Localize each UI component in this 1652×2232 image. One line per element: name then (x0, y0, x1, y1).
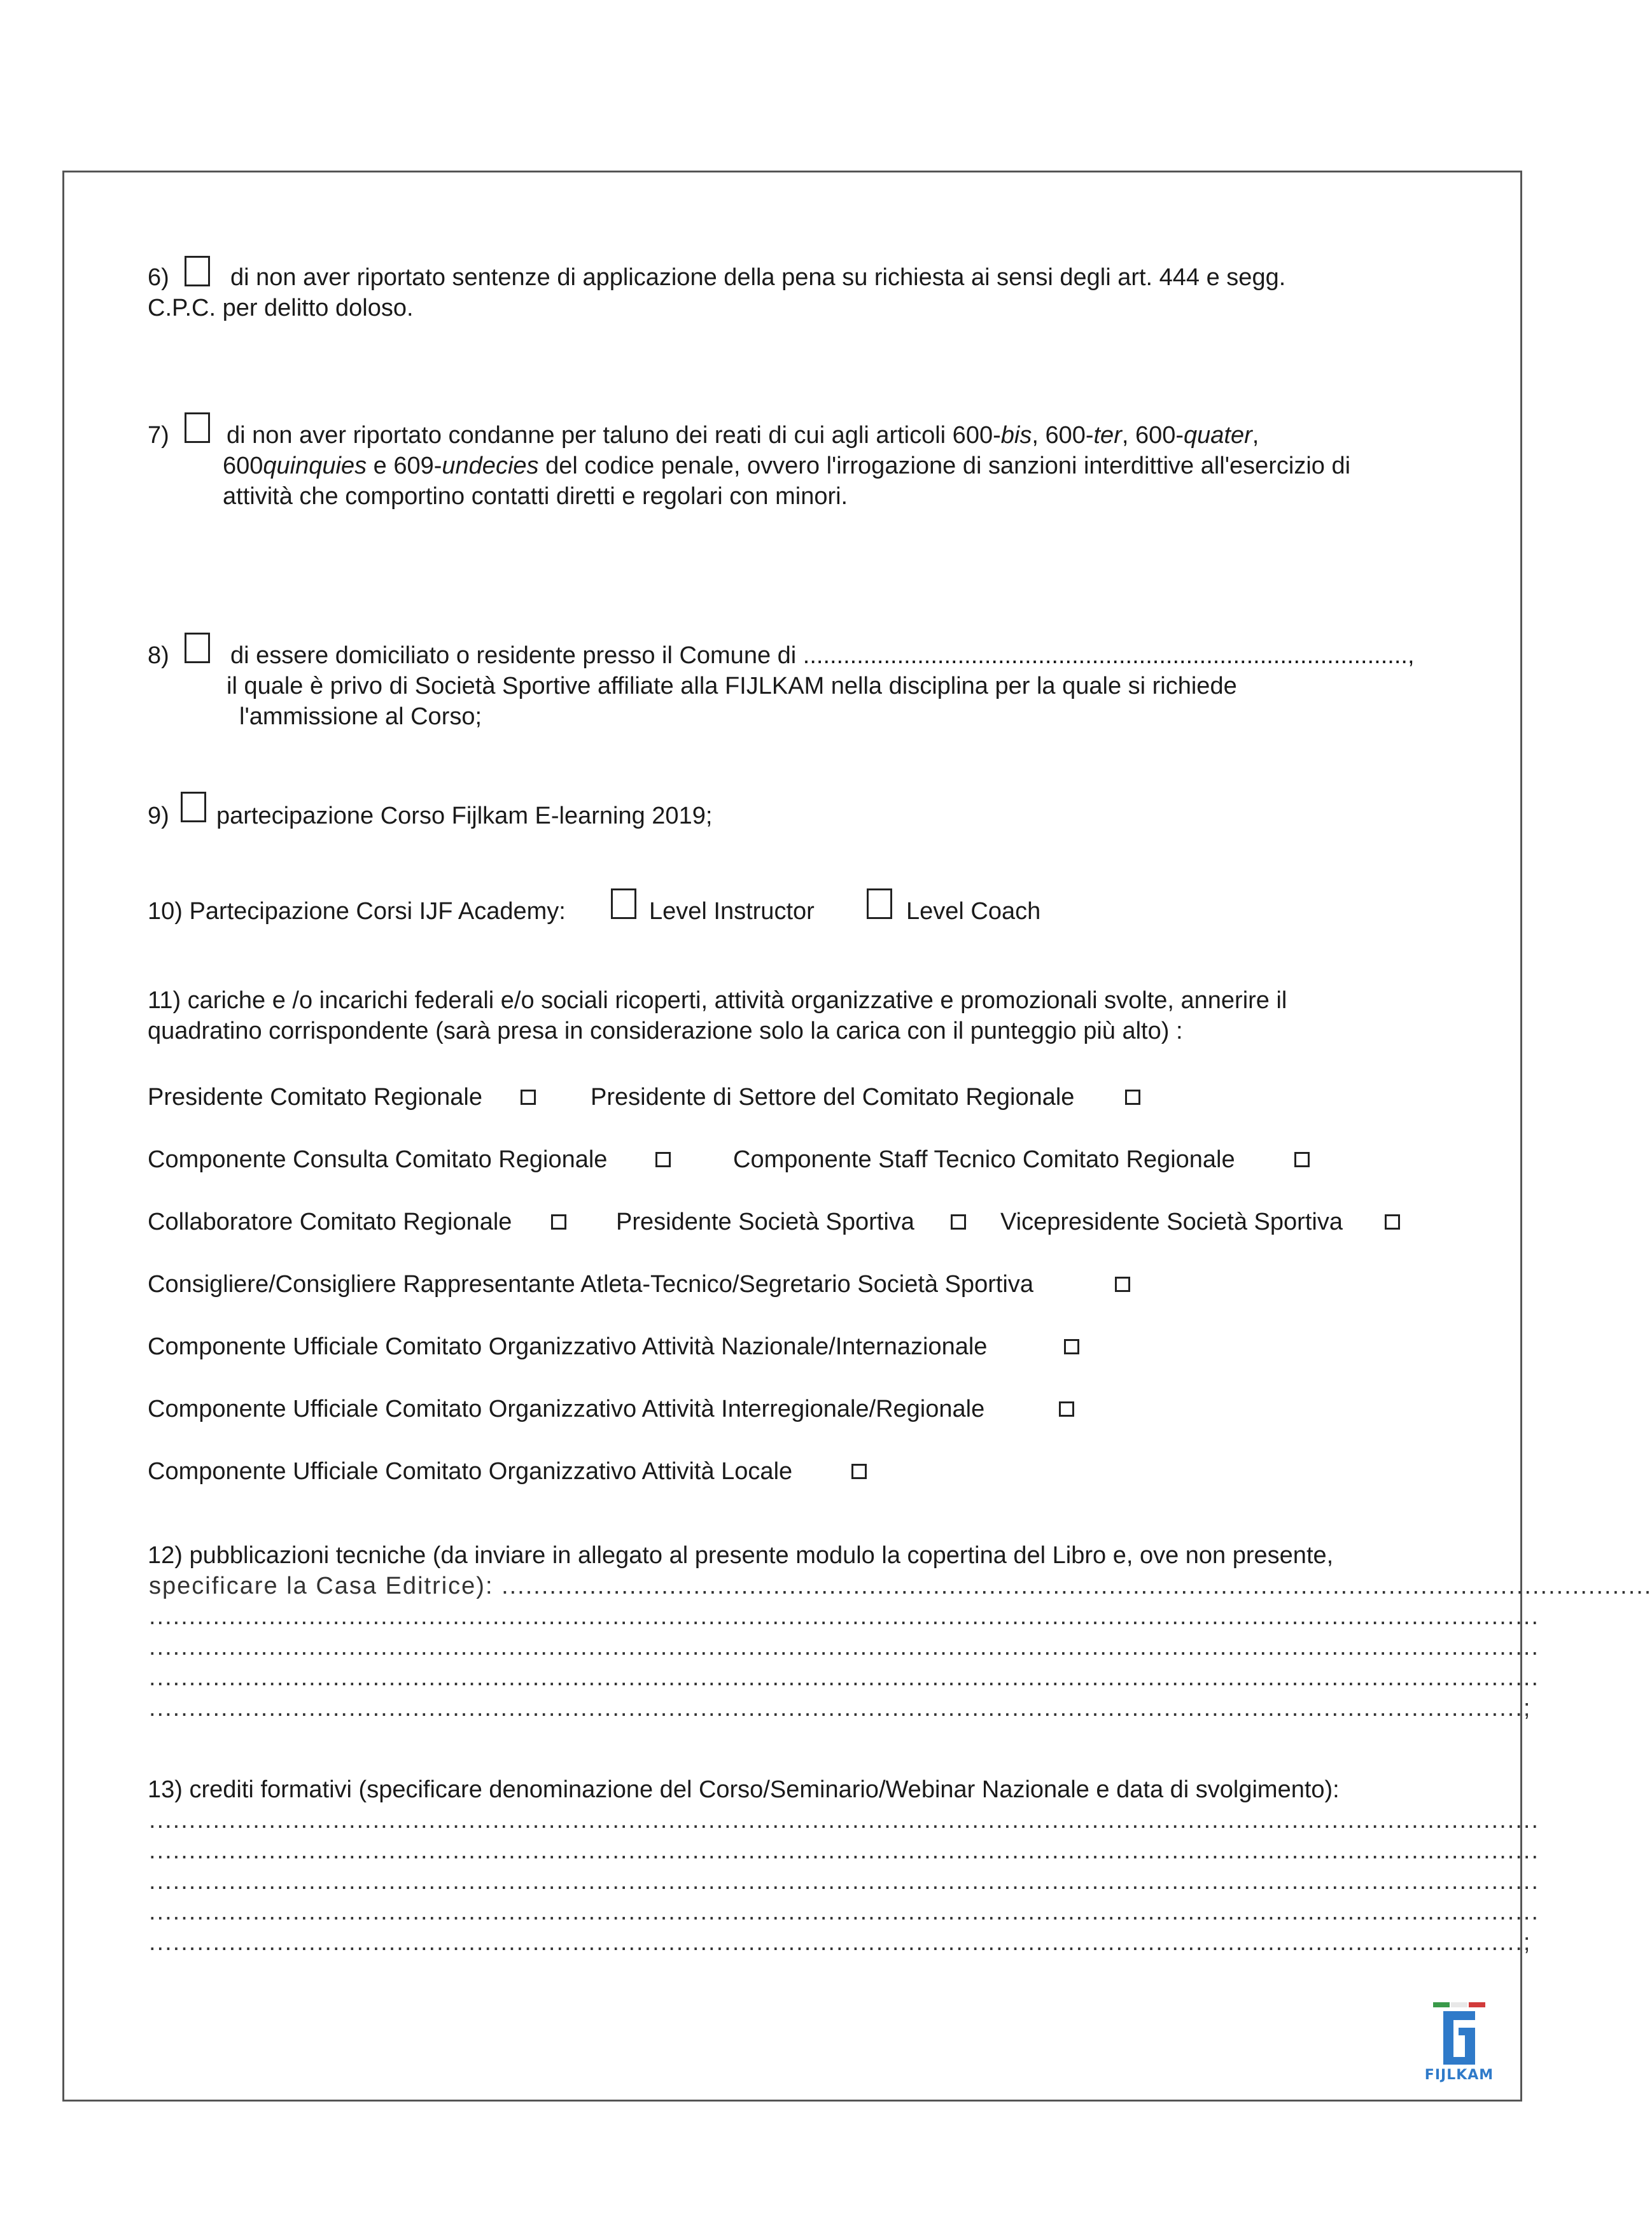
item-8-line2: il quale è privo di Società Sportive affiliate alla FIJLKAM nella disciplina per la quale si richiede (227, 673, 1237, 699)
item-6-line1: di non aver riportato sentenze di applicazione della pena su richiesta ai sensi degli art. 444 e segg. (230, 264, 1286, 291)
role-ufficiale-regionale-checkbox[interactable] (1059, 1401, 1074, 1417)
role-presidente-settore-checkbox[interactable] (1125, 1090, 1140, 1105)
role-componente-staff-tecnico-checkbox[interactable] (1294, 1152, 1310, 1167)
item-9-text: partecipazione Corso Fijlkam E-learning 2019; (216, 803, 713, 829)
item-7-number: 7) (148, 422, 169, 449)
item-13-dotline[interactable]: .............................................................................................................................................................................. (149, 1807, 1540, 1834)
role-presidente-settore: Presidente di Settore del Comitato Regionale (591, 1084, 1075, 1111)
role-ufficiale-regionale: Componente Ufficiale Comitato Organizzativo Attività Interregionale/Regionale (148, 1396, 985, 1422)
level-instructor-label: Level Instructor (649, 898, 815, 925)
role-presidente-comitato-regionale-checkbox[interactable] (521, 1090, 536, 1105)
item-7-line3: attività che comportino contatti diretti e regolari con minori. (223, 483, 848, 510)
item-12-line1: 12) pubblicazioni tecniche (da inviare in allegato al presente modulo la copertina del Libro e, ove non presente, (148, 1542, 1334, 1569)
item-7-line1: di non aver riportato condanne per taluno dei reati di cui agli articoli 600-bis, 600-ter, 600-quater, (227, 422, 1259, 449)
level-instructor-checkbox[interactable] (611, 888, 636, 919)
item-10-text: 10) Partecipazione Corsi IJF Academy: (148, 898, 566, 925)
item-6-number: 6) (148, 264, 169, 291)
item-12-dotline[interactable]: .............................................................................................................................................................................. (149, 1634, 1540, 1660)
item-7-line2: 600quinquies e 609-undecies del codice penale, ovvero l'irrogazione di sanzioni interdittive all'esercizio di (223, 453, 1351, 479)
role-consigliere: Consigliere/Consigliere Rappresentante Atleta-Tecnico/Segretario Società Sportiva (148, 1271, 1033, 1298)
role-collaboratore: Collaboratore Comitato Regionale (148, 1209, 512, 1235)
role-presidente-societa-checkbox[interactable] (951, 1214, 966, 1230)
item-8-checkbox[interactable] (185, 633, 210, 663)
item-12-dotline[interactable]: ............................................................................................................................................................................; (149, 1695, 1532, 1722)
role-componente-consulta: Componente Consulta Comitato Regionale (148, 1146, 608, 1173)
role-ufficiale-locale: Componente Ufficiale Comitato Organizzativo Attività Locale (148, 1458, 793, 1485)
item-7-checkbox[interactable] (185, 412, 210, 443)
item-13-line1: 13) crediti formativi (specificare denominazione del Corso/Seminario/Webinar Nazionale e data di svolgimento): (148, 1776, 1340, 1803)
role-ufficiale-nazionale-checkbox[interactable] (1064, 1339, 1079, 1354)
item-13-dotline[interactable]: .............................................................................................................................................................................. (149, 1837, 1540, 1864)
item-9-number: 9) (148, 803, 169, 829)
role-consigliere-checkbox[interactable] (1115, 1277, 1130, 1292)
item-12-line2[interactable]: specificare la Casa Editrice): ................................................................................................................................................ (149, 1573, 1652, 1599)
item-13-dotline[interactable]: .............................................................................................................................................................................. (149, 1899, 1540, 1925)
item-12-dotline[interactable]: .............................................................................................................................................................................. (149, 1603, 1540, 1630)
role-presidente-societa: Presidente Società Sportiva (616, 1209, 914, 1235)
item-9-checkbox[interactable] (181, 792, 206, 822)
role-componente-staff-tecnico: Componente Staff Tecnico Comitato Regionale (733, 1146, 1235, 1173)
level-coach-checkbox[interactable] (867, 888, 892, 919)
role-vicepresidente-societa: Vicepresidente Società Sportiva (1000, 1209, 1343, 1235)
item-11-line1: 11) cariche e /o incarichi federali e/o sociali ricoperti, attività organizzative e promozionali svolte, annerire il (148, 987, 1287, 1014)
role-presidente-comitato-regionale: Presidente Comitato Regionale (148, 1084, 482, 1111)
item-8-line1: di essere domiciliato o residente presso il Comune di .........................................................................................., (230, 642, 1415, 669)
item-11-line2: quadratino corrispondente (sarà presa in considerazione solo la carica con il punteggio più alto) : (148, 1018, 1183, 1044)
item-13-dotline[interactable]: ............................................................................................................................................................................; (149, 1929, 1532, 1956)
item-6-line2: C.P.C. per delitto doloso. (148, 295, 414, 321)
role-ufficiale-locale-checkbox[interactable] (851, 1464, 867, 1479)
item-8-number: 8) (148, 642, 169, 669)
role-vicepresidente-societa-checkbox[interactable] (1385, 1214, 1400, 1230)
item-12-dotline[interactable]: .............................................................................................................................................................................. (149, 1664, 1540, 1691)
item-6-checkbox[interactable] (185, 256, 210, 286)
role-componente-consulta-checkbox[interactable] (655, 1152, 671, 1167)
role-collaboratore-checkbox[interactable] (551, 1214, 566, 1230)
item-13-dotline[interactable]: .............................................................................................................................................................................. (149, 1868, 1540, 1895)
level-coach-label: Level Coach (906, 898, 1041, 925)
item-8-line3: l'ammissione al Corso; (239, 703, 482, 730)
fijlkam-logo-text: FIJLKAM (1424, 2067, 1494, 2083)
role-ufficiale-nazionale: Componente Ufficiale Comitato Organizzativo Attività Nazionale/Internazionale (148, 1333, 988, 1360)
